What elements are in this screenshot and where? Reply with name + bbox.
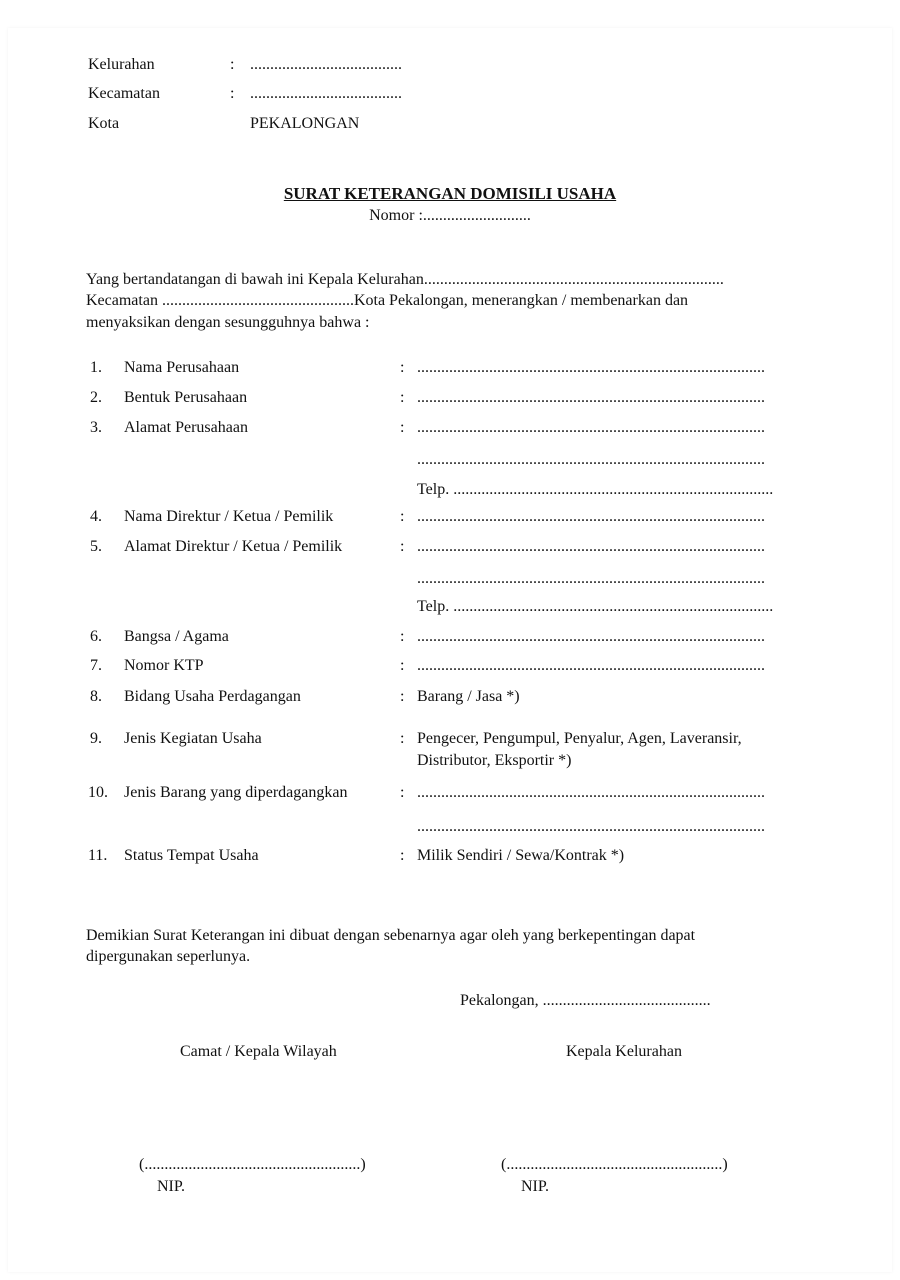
item-colon: : bbox=[400, 389, 405, 406]
item-value: ....................................................................................... bbox=[417, 359, 765, 376]
item-number: 5. bbox=[90, 538, 102, 555]
signature-right-nip: NIP. bbox=[521, 1178, 550, 1195]
kelurahan-label: Kelurahan bbox=[88, 56, 155, 73]
item-value: Telp. ................................................................................ bbox=[417, 598, 774, 615]
kota-value: PEKALONGAN bbox=[250, 115, 360, 132]
item-value: Telp. ................................................................................ bbox=[417, 481, 774, 498]
place-date: Pekalongan, .......................................... bbox=[460, 992, 711, 1009]
item-label: Status Tempat Usaha bbox=[124, 847, 259, 864]
item-label: Nama Direktur / Ketua / Pemilik bbox=[124, 508, 334, 525]
item-colon: : bbox=[400, 538, 405, 555]
item-value: ....................................................................................... bbox=[417, 570, 765, 587]
item-number: 6. bbox=[90, 628, 102, 645]
item-value: ....................................................................................... bbox=[417, 818, 765, 835]
item-label: Bentuk Perusahaan bbox=[124, 389, 248, 406]
item-value: ....................................................................................... bbox=[417, 419, 765, 436]
item-colon: : bbox=[400, 508, 405, 525]
item-number: 7. bbox=[90, 657, 102, 674]
item-value: ....................................................................................... bbox=[417, 657, 765, 674]
item-number: 2. bbox=[90, 389, 102, 406]
item-value: Distributor, Eksportir *) bbox=[417, 752, 572, 769]
item-colon: : bbox=[400, 784, 405, 801]
item-value: Milik Sendiri / Sewa/Kontrak *) bbox=[417, 847, 625, 864]
item-label: Alamat Direktur / Ketua / Pemilik bbox=[124, 538, 343, 555]
item-label: Alamat Perusahaan bbox=[124, 419, 248, 436]
item-value: Pengecer, Pengumpul, Penyalur, Agen, Laveransir, bbox=[417, 730, 742, 747]
item-label: Nomor KTP bbox=[124, 657, 204, 674]
item-number: 8. bbox=[90, 688, 102, 705]
signature-left-title: Camat / Kepala Wilayah bbox=[180, 1043, 337, 1060]
item-colon: : bbox=[400, 359, 405, 376]
item-label: Bangsa / Agama bbox=[124, 628, 229, 645]
kota-label: Kota bbox=[88, 115, 120, 132]
item-label: Jenis Barang yang diperdagangkan bbox=[124, 784, 348, 801]
item-value: ....................................................................................... bbox=[417, 451, 765, 468]
item-label: Jenis Kegiatan Usaha bbox=[124, 730, 262, 747]
closing-line-2: dipergunakan seperlunya. bbox=[86, 948, 251, 965]
document-number: Nomor :........................... bbox=[369, 207, 531, 224]
item-label: Nama Perusahaan bbox=[124, 359, 240, 376]
item-label: Bidang Usaha Perdagangan bbox=[124, 688, 301, 705]
closing-line-1: Demikian Surat Keterangan ini dibuat dengan sebenarnya agar oleh yang berkepentingan dapat bbox=[86, 927, 696, 944]
kelurahan-colon: : bbox=[230, 56, 235, 73]
signature-left-nip: NIP. bbox=[157, 1178, 186, 1195]
item-number: 11. bbox=[88, 847, 108, 864]
item-colon: : bbox=[400, 628, 405, 645]
item-number: 9. bbox=[90, 730, 102, 747]
item-value: ....................................................................................... bbox=[417, 389, 765, 406]
kecamatan-colon: : bbox=[230, 85, 235, 102]
item-value: ....................................................................................... bbox=[417, 784, 765, 801]
intro-line-2: Kecamatan ................................................Kota Pekalongan, menerangkan / membenarkan dan bbox=[86, 292, 689, 309]
document-title: SURAT KETERANGAN DOMISILI USAHA bbox=[283, 184, 617, 203]
item-colon: : bbox=[400, 657, 405, 674]
kecamatan-value: ...................................... bbox=[250, 85, 402, 102]
item-colon: : bbox=[400, 847, 405, 864]
signature-right-title: Kepala Kelurahan bbox=[566, 1043, 682, 1060]
item-value: Barang / Jasa *) bbox=[417, 688, 520, 705]
signature-left-name: (......................................................) bbox=[139, 1156, 366, 1173]
signature-right-name: (......................................................) bbox=[501, 1156, 728, 1173]
item-number: 3. bbox=[90, 419, 102, 436]
kelurahan-value: ...................................... bbox=[250, 56, 402, 73]
item-value: ....................................................................................... bbox=[417, 628, 765, 645]
item-number: 4. bbox=[90, 508, 102, 525]
item-number: 1. bbox=[90, 359, 102, 376]
item-colon: : bbox=[400, 419, 405, 436]
item-number: 10. bbox=[88, 784, 108, 801]
item-value: ....................................................................................... bbox=[417, 508, 765, 525]
intro-line-3: menyaksikan dengan sesungguhnya bahwa : bbox=[86, 314, 370, 331]
item-colon: : bbox=[400, 688, 405, 705]
kecamatan-label: Kecamatan bbox=[88, 85, 160, 102]
item-value: ....................................................................................... bbox=[417, 538, 765, 555]
intro-line-1: Yang bertandatangan di bawah ini Kepala Kelurahan........................................................................... bbox=[86, 271, 724, 288]
item-colon: : bbox=[400, 730, 405, 747]
